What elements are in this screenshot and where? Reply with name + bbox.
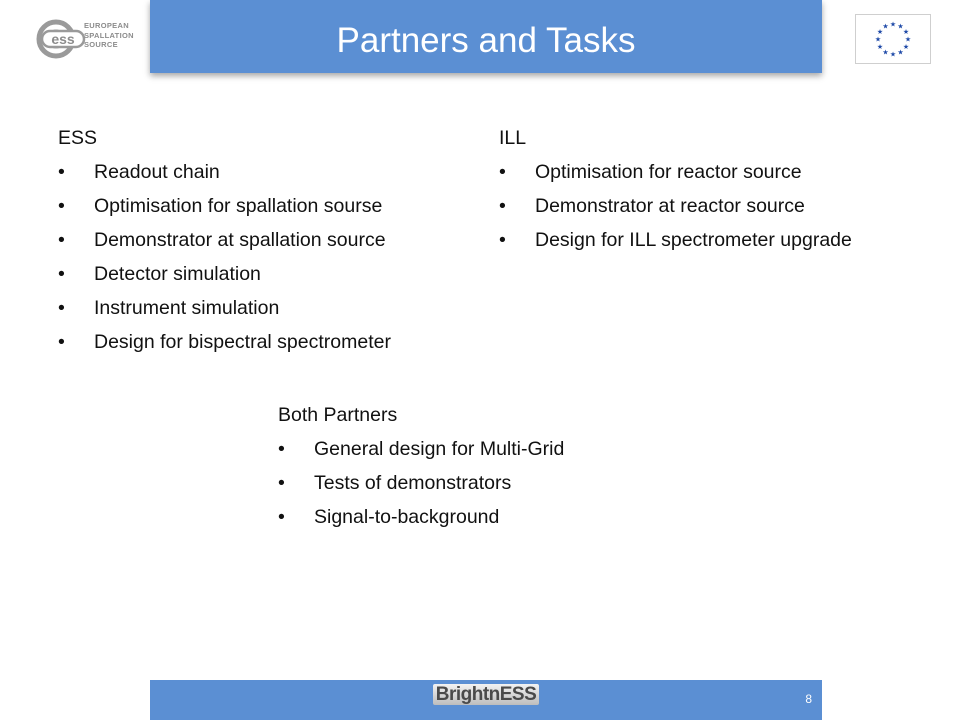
both-partners-tasks (278, 398, 564, 534)
list-item (278, 466, 564, 500)
brightness-logo (150, 684, 822, 706)
eu-star: ★ (876, 28, 884, 36)
bullet: • (58, 161, 65, 183)
task-text: Instrument simulation (94, 297, 280, 319)
eu-star: ★ (897, 22, 904, 31)
title-bar (150, 0, 822, 73)
list-item (58, 257, 391, 291)
task-text: Design for bispectral spectrometer (94, 331, 391, 353)
footer-bar (150, 680, 822, 720)
brand-text: BrightnESS (433, 684, 540, 705)
ess-logo-mark: ess (51, 31, 75, 47)
ill-task-list (499, 155, 852, 257)
ill-heading: ILL (499, 127, 527, 149)
bullet: • (499, 195, 506, 217)
page-number: 8 (805, 692, 812, 706)
both-task-list (278, 432, 564, 534)
bullet: • (278, 438, 285, 460)
eu-stars (856, 15, 930, 63)
eu-star: ★ (889, 20, 897, 29)
bullet: • (58, 263, 65, 285)
task-text: General design for Multi-Grid (314, 438, 565, 460)
ill-tasks (499, 121, 852, 257)
task-text: Readout chain (94, 161, 220, 183)
eu-star: ★ (902, 43, 910, 51)
task-text: Optimisation for reactor source (535, 161, 802, 183)
task-text: Demonstrator at reactor source (535, 195, 805, 217)
logo-line: SPALLATION (84, 30, 134, 40)
list-item (58, 155, 391, 189)
list-item (278, 500, 564, 534)
list-item (499, 189, 852, 223)
eu-star: ★ (874, 35, 882, 44)
logo-line: SOURCE (84, 40, 118, 49)
ess-logo-text (84, 21, 134, 50)
eu-star: ★ (882, 22, 889, 31)
eu-star: ★ (904, 35, 912, 44)
eu-star: ★ (897, 48, 904, 57)
list-item (499, 155, 852, 189)
list-item (58, 325, 391, 359)
bullet: • (499, 229, 506, 251)
eu-star: ★ (902, 28, 910, 36)
eu-flag-icon (855, 14, 931, 64)
list-item (278, 432, 564, 466)
page-title: Partners and Tasks (336, 20, 636, 60)
both-heading: Both Partners (278, 404, 398, 426)
task-text: Design for ILL spectrometer upgrade (535, 229, 852, 251)
bullet: • (58, 331, 65, 353)
logo-line: EUROPEAN (84, 21, 129, 30)
bullet: • (58, 195, 65, 217)
bullet: • (278, 472, 285, 494)
task-text: Tests of demonstrators (314, 472, 512, 494)
list-item (58, 291, 391, 325)
eu-star: ★ (882, 48, 889, 57)
bullet: • (278, 506, 285, 528)
list-item (58, 223, 391, 257)
task-text: Signal-to-background (314, 506, 500, 528)
bullet: • (58, 229, 65, 251)
ess-task-list (58, 155, 391, 359)
ess-tasks (58, 121, 391, 359)
task-text: Demonstrator at spallation source (94, 229, 386, 251)
eu-star: ★ (889, 50, 897, 59)
list-item (58, 189, 391, 223)
ess-heading: ESS (58, 127, 98, 149)
list-item (499, 223, 852, 257)
bullet: • (58, 297, 65, 319)
task-text: Detector simulation (94, 263, 261, 285)
task-text: Optimisation for spallation sourse (94, 195, 383, 217)
eu-star: ★ (876, 43, 884, 51)
bullet: • (499, 161, 506, 183)
